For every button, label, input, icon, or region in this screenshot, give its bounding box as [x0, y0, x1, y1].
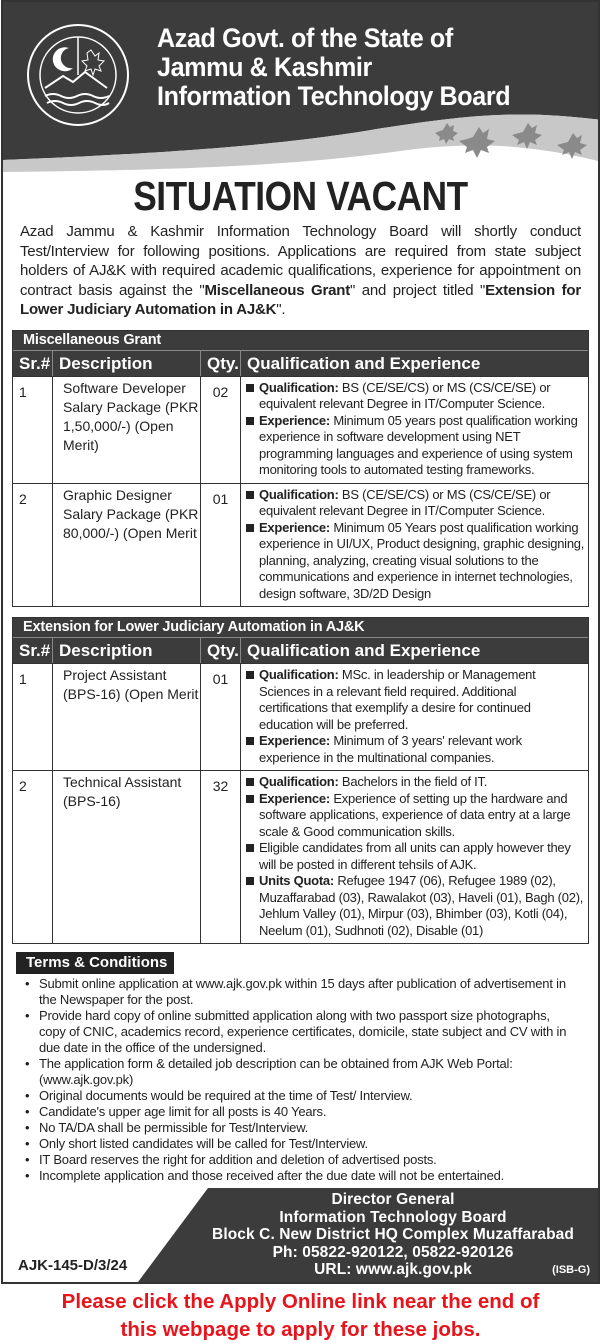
intro-text: " and project titled " — [350, 281, 486, 299]
contact-line: Director General — [331, 1191, 455, 1208]
item-body: Bachelors in the field of IT. — [338, 774, 488, 789]
row-quantity: 02 — [201, 376, 241, 483]
column-header-qualification: Qualification and Experience — [241, 350, 588, 376]
item-label: Qualification: — [259, 774, 339, 789]
qualification-item — [246, 733, 585, 766]
terms-list — [25, 976, 575, 1184]
contact-line: Block C. New District HQ Complex Muzaffarabad — [212, 1226, 574, 1243]
qualification-item — [246, 520, 585, 603]
page-title: SITUATION VACANT — [133, 173, 468, 219]
item-body: MSc. in leadership or Management Sciences in a relevant field required. Additional certifications that exemplify a desire for continued education will be preferred. — [259, 667, 536, 732]
item-label: Experience: — [259, 733, 330, 748]
terms-item: • Only short listed candidates will be called for Test/Interview. — [25, 1136, 575, 1152]
item-text — [259, 733, 585, 766]
item-body: Eligible candidates from all units can apply however they will be posted in different tehsils of AJK. — [259, 840, 571, 872]
row-description: Graphic Designer Salary Package (PKR 80,000/-) (Open Merit — [53, 483, 201, 607]
item-label: Units Quota: — [259, 873, 334, 888]
row-serial: 2 — [13, 483, 53, 607]
bullet-square-icon — [246, 737, 254, 745]
item-text — [259, 667, 585, 733]
item-body: Minimum 05 Years post qualification working experience in UI/UX, Product designing, graphic designing, planning, analyzing, creating visual solutions to the communications and experience in internet technologies, design software, 3D/2D Design — [259, 519, 585, 601]
bullet-square-icon — [246, 877, 254, 885]
item-label: Experience: — [259, 519, 330, 535]
row-quantity: 32 — [201, 770, 241, 943]
terms-item: • Candidate's upper age limit for all posts is 40 Years. — [25, 1104, 575, 1120]
intro-text: Azad Jammu & Kashmir Information Technology Board will shortly conduct Test/Interview for following positions. Applications are required from state subject holders of AJ&K with required academic qualifications, experience for appointment on contract basis against the " — [20, 223, 581, 299]
terms-item: • IT Board reserves the right for addition and deletion of advertised posts. — [25, 1152, 575, 1168]
column-header-sr: Sr.# — [13, 350, 53, 376]
contact-line: Information Technology Board — [279, 1208, 507, 1226]
terms-heading: Terms & Conditions — [16, 952, 174, 974]
intro-bold: Extension for Lower Judiciary Automation in AJ&K — [20, 281, 581, 318]
row-qualification — [241, 663, 588, 770]
bullet-square-icon — [246, 384, 254, 392]
item-text — [259, 840, 585, 873]
isb-code: (ISB-G) — [552, 1264, 590, 1276]
item-label: Experience: — [259, 412, 330, 428]
contact-line: Ph: 05822-920122, 05822-920126 — [272, 1243, 514, 1261]
column-header-description: Description — [53, 637, 201, 663]
section-miscellaneous-grant — [12, 330, 589, 608]
row-qualification — [241, 483, 588, 607]
row-qualification — [241, 770, 588, 943]
item-body: Refugee 1947 (06), Refugee 1989 (02), Muzaffarabad (03), Rawalakot (03), Haveli (01), Bagh (02), Jehlum Valley (01), Mirpur (03), Bhimber (03), Kotli (04), Neelum (01), Sudhnoti (02), Disable (01) — [259, 873, 584, 938]
bullet-square-icon — [246, 524, 254, 532]
terms-item: • Original documents would be required at the time of Test/ Interview. — [25, 1088, 575, 1104]
terms-item: • No TA/DA shall be permissible for Test/Interview. — [25, 1120, 575, 1136]
item-text — [259, 413, 585, 479]
footer — [3, 1188, 598, 1282]
item-text — [259, 873, 585, 939]
item-text — [259, 774, 487, 791]
section-title: Extension for Lower Judiciary Automation in AJ&K — [13, 618, 588, 637]
bullet-square-icon — [246, 417, 254, 425]
column-header-qty: Qty. — [201, 637, 241, 663]
contact-line: URL: www.ajk.gov.pk — [314, 1261, 472, 1278]
row-description: Technical Assistant (BPS-16) — [53, 770, 201, 943]
row-description: Software Developer Salary Package (PKR 1,50,000/-) (Open Merit) — [53, 376, 201, 483]
item-text — [259, 791, 585, 841]
ajk-emblem-logo — [23, 20, 133, 130]
qualification-item — [246, 840, 585, 873]
bullet-square-icon — [246, 795, 254, 803]
title-line: Information Technology Board — [157, 81, 511, 111]
row-description: Project Assistant (BPS-16) (Open Merit — [53, 663, 201, 770]
terms-item: • The application form & detailed job description can be obtained from AJK Web Portal: (www.ajk.gov.pk) — [25, 1056, 575, 1088]
qualification-item — [246, 873, 585, 939]
intro-paragraph — [20, 222, 581, 320]
intro-text: ". — [276, 301, 286, 318]
item-label: Qualification: — [259, 379, 339, 395]
row-qualification — [241, 376, 588, 483]
item-body: Experience of setting up the hardware and software applications, experience of data entry at a large scale & Good communication skills. — [259, 790, 571, 839]
organization-title — [157, 24, 510, 111]
jobs-table — [13, 637, 588, 943]
column-header-sr: Sr.# — [13, 637, 53, 663]
notice-line: Please click the Apply Online link near the end of — [61, 1290, 540, 1313]
item-label: Experience: — [259, 790, 330, 806]
row-serial: 1 — [13, 376, 53, 483]
item-body: BS (CE/SE/CS) or MS (CS/CE/SE) or equivalent relevant Degree in IT/Computer Science. — [259, 379, 551, 411]
item-text — [259, 520, 585, 603]
jobs-table — [13, 350, 588, 607]
qualification-item — [246, 413, 585, 479]
bullet-square-icon — [246, 491, 254, 499]
header-banner — [3, 2, 598, 172]
terms-item: • Incomplete application and those received after the due date will not be entertained. — [25, 1168, 575, 1184]
item-label: Qualification: — [259, 667, 339, 682]
terms-item: • Submit online application at www.ajk.gov.pk within 15 days after publication of advertisement in the Newspaper for the post. — [25, 976, 575, 1008]
ad-reference: AJK-145-D/3/24 — [18, 1257, 128, 1274]
apply-online-notice — [0, 1288, 601, 1344]
qualification-item — [246, 667, 585, 733]
job-advertisement — [1, 0, 600, 1284]
terms-item: • Provide hard copy of online submitted application along with two passport size photographs, copy of CNIC, academics record, experience certificates, domicile, state subject and CV with in due date in the office of the undersigned. — [25, 1008, 575, 1056]
column-header-qty: Qty. — [201, 350, 241, 376]
row-quantity: 01 — [201, 483, 241, 607]
item-body: Minimum 05 years post qualification working experience in software development using NET programming languages and experience of using system monitoring tools to automated testing frameworks. — [259, 412, 578, 477]
qualification-item — [246, 774, 585, 791]
column-header-qualification: Qualification and Experience — [241, 637, 588, 663]
item-body: BS (CE/SE/CS) or MS (CS/CE/SE) or equivalent relevant Degree in IT/Computer Science. — [259, 486, 551, 518]
bullet-square-icon — [246, 778, 254, 786]
column-header-description: Description — [53, 350, 201, 376]
item-body: Minimum of 3 years' relevant work experience in the multinational companies. — [259, 733, 522, 765]
qualification-item — [246, 380, 585, 413]
item-label: Qualification: — [259, 486, 339, 502]
title-line: Jammu & Kashmir — [157, 52, 372, 82]
notice-line: this webpage to apply for these jobs. — [120, 1318, 481, 1341]
item-text — [259, 487, 585, 520]
section-title: Miscellaneous Grant — [13, 331, 588, 350]
bullet-square-icon — [246, 671, 254, 679]
row-quantity: 01 — [201, 663, 241, 770]
bullet-square-icon — [246, 844, 254, 852]
item-text — [259, 380, 585, 413]
contact-block — [193, 1191, 593, 1279]
row-serial: 2 — [13, 770, 53, 943]
qualification-item — [246, 791, 585, 841]
row-serial: 1 — [13, 663, 53, 770]
qualification-item — [246, 487, 585, 520]
section-judiciary-automation — [12, 617, 589, 944]
intro-bold: Miscellaneous Grant — [204, 281, 350, 299]
title-line: Azad Govt. of the State of — [157, 23, 453, 53]
